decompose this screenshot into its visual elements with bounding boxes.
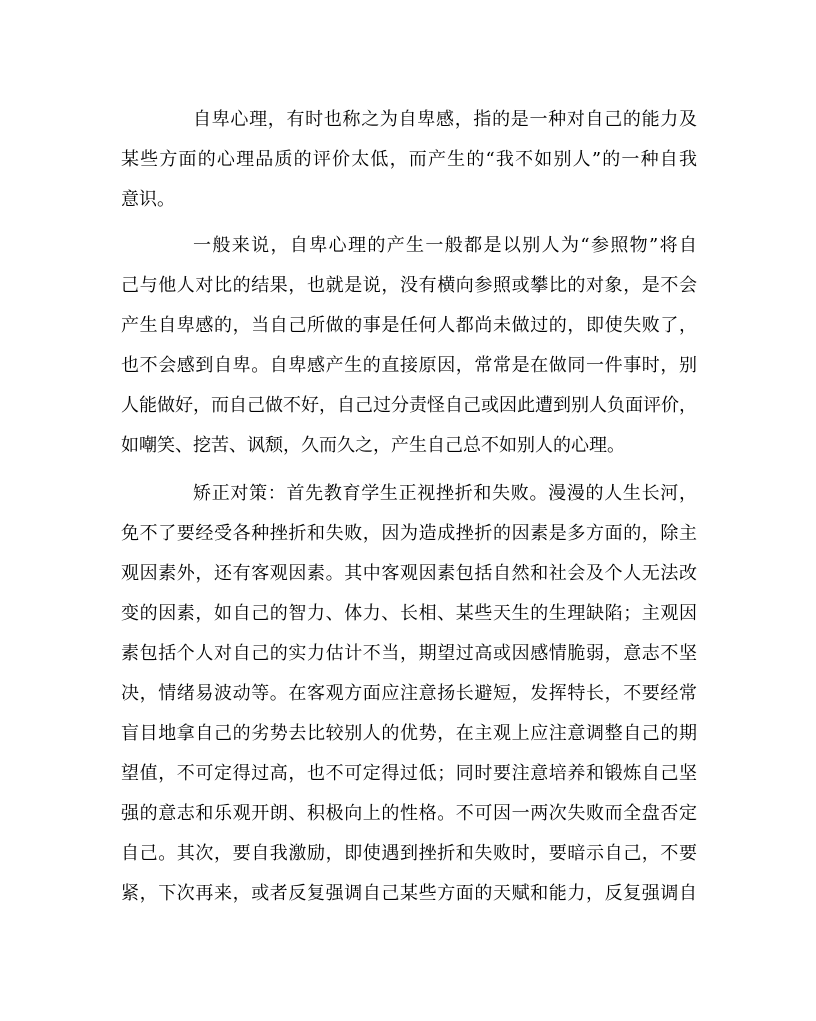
paragraph-1-line-1: 自卑心理，有时也称之为自卑感，指的是一种对自己的能力及	[193, 109, 697, 130]
paragraph-1-line-3: 意识。	[121, 189, 175, 210]
paragraph-3-line-11: 紧，下次再来，或者反复强调自己某些方面的天赋和能力，反复强调自	[121, 883, 697, 904]
paragraph-2-line-6: 如嘲笑、挖苦、讽颓，久而久之，产生自己总不如别人的心理。	[121, 435, 625, 456]
paragraph-2-line-4: 也不会感到自卑。自卑感产生的直接原因，常常是在做同一件事时，别	[121, 355, 697, 376]
paragraph-3-line-10: 自己。其次，要自我激励，即使遇到挫折和失败时，要暗示自己，不要	[121, 843, 697, 864]
paragraph-3-line-5: 素包括个人对自己的实力估计不当，期望过高或因感情脆弱，意志不坚	[121, 643, 697, 664]
paragraph-3-line-9: 强的意志和乐观开朗、积极向上的性格。不可因一两次失败而全盘否定	[121, 803, 697, 824]
paragraph-2-line-3: 产生自卑感的，当自己所做的事是任何人都尚未做过的，即使失败了，	[121, 315, 697, 336]
paragraph-3-line-3: 观因素外，还有客观因素。其中客观因素包括自然和社会及个人无法改	[121, 563, 697, 584]
paragraph-3-line-8: 望值，不可定得过高，也不可定得过低；同时要注意培养和锻炼自己坚	[121, 763, 697, 784]
paragraph-3-line-4: 变的因素，如自己的智力、体力、长相、某些天生的生理缺陷；主观因	[121, 603, 697, 624]
paragraph-2-line-5: 人能做好，而自己做不好，自己过分责怪自己或因此遭到别人负面评价，	[121, 395, 697, 416]
paragraph-3-line-2: 免不了要经受各种挫折和失败，因为造成挫折的因素是多方面的，除主	[121, 523, 697, 544]
paragraph-2-line-1: 一般来说，自卑心理的产生一般都是以别人为“参照物”将自	[193, 235, 697, 256]
paragraph-3-line-1: 矫正对策：首先教育学生正视挫折和失败。漫漫的人生长河，	[193, 483, 697, 504]
paragraph-3-line-6: 决，情绪易波动等。在客观方面应注意扬长避短，发挥特长，不要经常	[121, 683, 697, 704]
paragraph-2-line-2: 己与他人对比的结果，也就是说，没有横向参照或攀比的对象，是不会	[121, 275, 697, 296]
paragraph-3-line-7: 盲目地拿自己的劣势去比较别人的优势，在主观上应注意调整自己的期	[121, 723, 697, 744]
paragraph-1-line-2: 某些方面的心理品质的评价太低，而产生的“我不如别人”的一种自我	[121, 149, 697, 170]
